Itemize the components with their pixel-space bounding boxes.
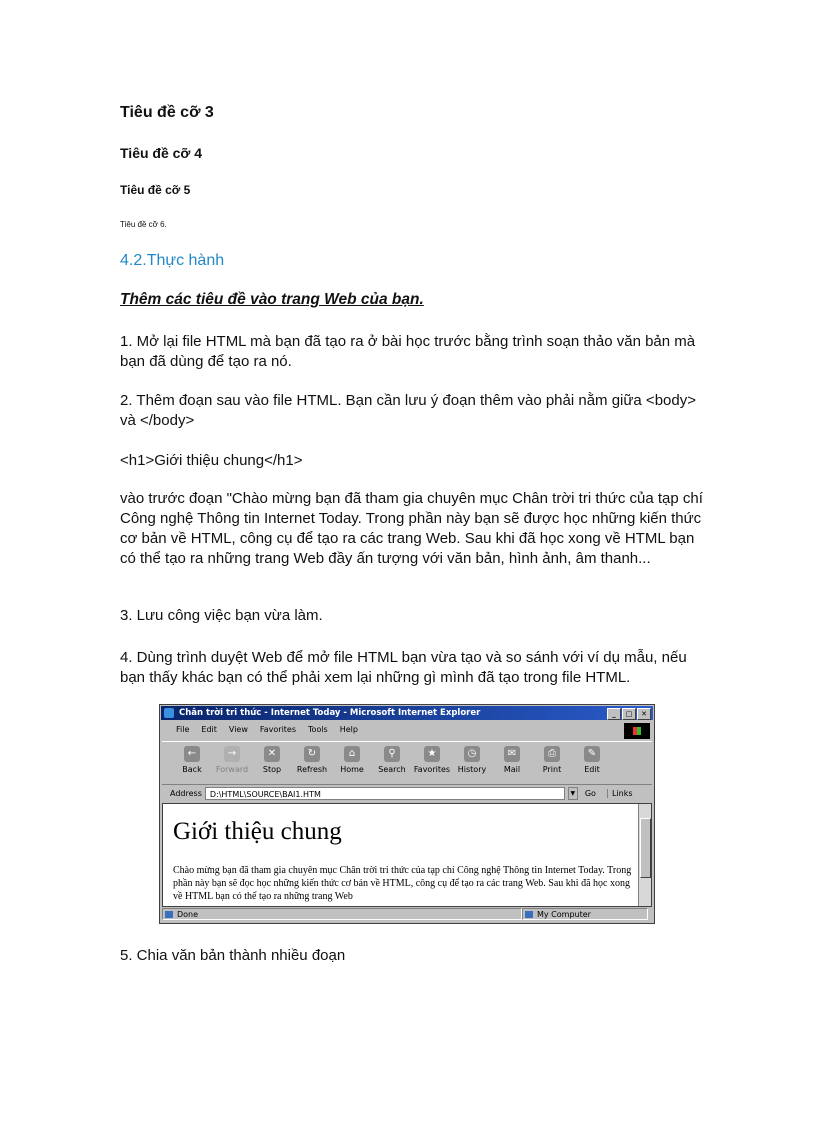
menu-edit: Edit <box>201 725 217 734</box>
print-icon: ⎙ <box>544 746 560 762</box>
toolbar-refresh: ↻ Refresh <box>296 748 328 774</box>
section-title: 4.2.Thực hành <box>120 252 225 269</box>
scroll-thumb <box>640 818 651 878</box>
paragraph-step-3: 3. Lưu công việc bạn vừa làm. <box>120 607 323 624</box>
minimize-icon: _ <box>607 708 621 720</box>
toolbar-print: ⎙ Print <box>542 748 562 774</box>
page-icon <box>165 911 173 918</box>
home-icon: ⌂ <box>344 746 360 762</box>
paragraph-step-5: 5. Chia văn bản thành nhiều đoạn <box>120 947 346 964</box>
links-button: Links <box>607 789 633 798</box>
toolbar-mail: ✉ Mail <box>503 748 521 774</box>
stop-icon: ✕ <box>264 746 280 762</box>
windows-logo-icon <box>624 723 650 739</box>
menu-help: Help <box>339 725 358 734</box>
toolbar-stop: ✕ Stop <box>262 748 282 774</box>
ie-logo-icon <box>164 708 174 718</box>
address-bar <box>162 785 652 801</box>
favorites-icon: ★ <box>424 746 440 762</box>
heading-size-4: Tiêu đề cỡ 4 <box>120 145 203 161</box>
browser-screenshot <box>159 704 655 924</box>
computer-icon <box>525 911 533 918</box>
code-snippet: <h1>Giới thiệu chung</h1> <box>120 452 303 469</box>
toolbar-search: ⚲ Search <box>378 748 406 774</box>
browser-title-bar <box>161 706 653 720</box>
menu-file: File <box>176 725 190 734</box>
heading-size-6: Tiêu đề cỡ 6. <box>120 220 167 229</box>
toolbar-forward: → Forward <box>215 748 249 774</box>
toolbar-history: ◷ History <box>457 748 487 774</box>
edit-icon: ✎ <box>584 746 600 762</box>
maximize-icon: □ <box>622 708 636 720</box>
status-done: Done <box>162 908 522 920</box>
heading-size-3: Tiêu đề cỡ 3 <box>120 104 214 121</box>
address-dropdown-icon: ▼ <box>568 787 578 800</box>
address-label: Address <box>170 788 202 798</box>
forward-arrow-icon: → <box>224 746 240 762</box>
paragraph-step-2: 2. Thêm đoạn sau vào file HTML. Bạn cần lưu ý đoạn thêm vào phải nằm giữa <body> và </body> <box>120 392 696 429</box>
toolbar-back: ← Back <box>182 748 202 774</box>
back-arrow-icon: ← <box>184 746 200 762</box>
go-button: Go <box>584 788 596 798</box>
close-icon: ✕ <box>637 708 651 720</box>
paragraph-insert-before: vào trước đoạn "Chào mừng bạn đã tham gia chuyên mục Chân trời tri thức của tạp chí Công nghệ Thông tin Internet Today. Trong phần này bạn sẽ được học những kiến thức cơ bản về HTML, công cụ để tạo ra các trang Web. Sau khi đã học xong về HTML bạn có thể tạo ra những trang Web đầy ấn tượng với văn bản, hình ảnh, âm thanh... <box>120 490 703 567</box>
heading-size-5: Tiêu đề cỡ 5 <box>120 183 191 197</box>
task-title: Thêm các tiêu đề vào trang Web của bạn. <box>120 291 424 308</box>
menu-tools: Tools <box>308 725 328 734</box>
status-bar <box>162 907 652 921</box>
browser-menu-bar <box>162 723 358 737</box>
address-field: D:\HTML\SOURCE\BAI1.HTM <box>205 787 565 800</box>
paragraph-step-4: 4. Dùng trình duyệt Web để mở file HTML bạn vừa tạo và so sánh với ví dụ mẫu, nếu bạn thấy khác bạn có thể phải xem lại những gì mình đã tạo trong file HTML. <box>120 649 687 686</box>
refresh-icon: ↻ <box>304 746 320 762</box>
browser-toolbar <box>162 741 652 785</box>
mail-icon: ✉ <box>504 746 520 762</box>
menu-favorites: Favorites <box>259 725 297 734</box>
search-icon: ⚲ <box>384 746 400 762</box>
content-scrollbar <box>638 804 651 906</box>
history-icon: ◷ <box>464 746 480 762</box>
menu-view: View <box>228 725 248 734</box>
toolbar-favorites: ★ Favorites <box>413 748 451 774</box>
content-heading: Giới thiệu chung <box>173 818 342 845</box>
content-text: Chào mừng bạn đã tham gia chuyên mục Chân trời tri thức của tạp chí Công nghệ Thông tin Internet Today. Trong phần này bạn sẽ đọc học những kiến thức cơ bản về HTML, công cụ để tạo ra các trang Web. Sau khi đã học xong về HTML bạn có thể tạo ra những trang Web <box>173 865 632 902</box>
toolbar-edit: ✎ Edit <box>584 748 600 774</box>
paragraph-step-1: 1. Mở lại file HTML mà bạn đã tạo ra ở bài học trước bằng trình soạn thảo văn bản mà bạn đã dùng để tạo ra nó. <box>120 333 696 370</box>
status-zone: My Computer <box>522 908 648 920</box>
browser-title: Chân trời tri thức - Internet Today - Microsoft Internet Explorer <box>179 708 481 718</box>
browser-content <box>162 803 652 907</box>
toolbar-home: ⌂ Home <box>340 748 364 774</box>
